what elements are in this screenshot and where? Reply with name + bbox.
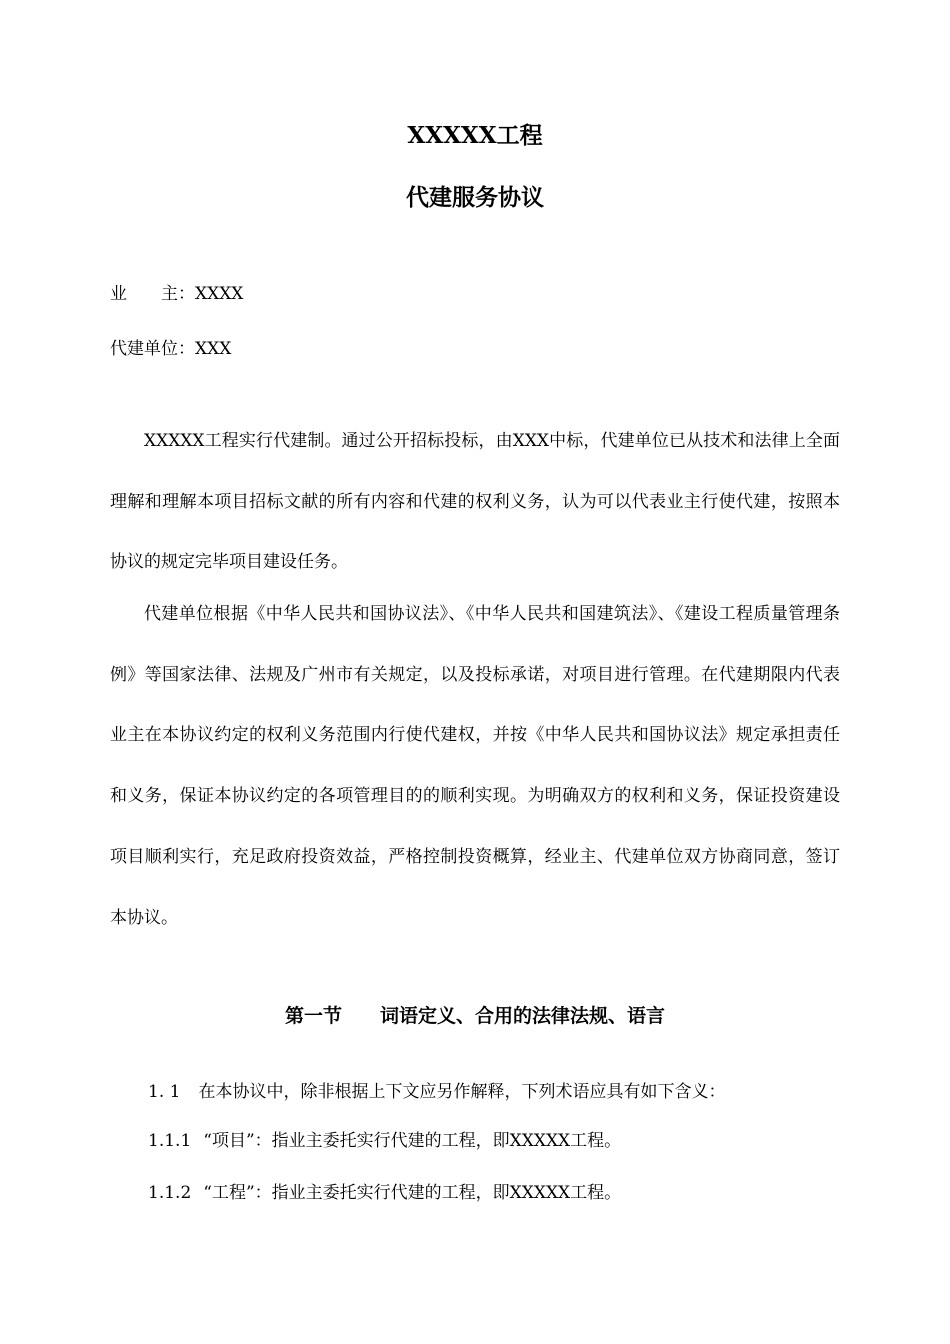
document-title-line1: XXXXX工程 — [407, 122, 543, 149]
clause-text: 在本协议中，除非根据上下文应另作解释，下列术语应具有如下含义： — [198, 1082, 726, 1102]
document-title-line2: 代建服务协议 — [406, 184, 544, 211]
clause-number: 1. 1 — [148, 1082, 181, 1102]
section-title: 词语定义、合用的法律法规、语言 — [380, 1005, 666, 1027]
intro-paragraph: XXXXX工程实行代建制。通过公开招标投标，由XXX中标，代建单位已从技术和法律上全面理解和理解本项目招标文献的所有内容和代建的权利义务，认为可以代表业主行使代建，按照本协议的规定完毕项目建设任务。 — [110, 431, 840, 573]
clause-text: “项目”：指业主委托实行代建的工程，即XXXXX工程。 — [203, 1131, 622, 1151]
owner-party-line: 业 主：XXXX — [110, 284, 244, 304]
clause-text: “工程”：指业主委托实行代建的工程，即XXXXX工程。 — [203, 1183, 622, 1203]
basis-paragraph: 代建单位根据《中华人民共和国协议法》、《中华人民共和国建筑法》、《建设工程质量管理条例》等国家法律、法规及广州市有关规定，以及投标承诺，对项目进行管理。在代建期限内代表业主在本协议约定的权利义务范围内行使代建权，并按《中华人民共和国协议法》规定承担责任和义务，保证本协议约定的各项管理目的的顺利实现。为明确双方的权利和义务，保证投资建设项目顺利实行，充足政府投资效益，严格控制投资概算，经业主、代建单位双方协商同意，签订本协议。 — [110, 604, 840, 928]
section-heading — [0, 1003, 950, 1029]
clause-item — [148, 1081, 725, 1103]
section-number: 第一节 — [284, 1005, 342, 1027]
clause-item — [148, 1130, 621, 1152]
clause-number: 1.1.2 — [148, 1183, 192, 1203]
clause-number: 1.1.1 — [148, 1131, 192, 1151]
agent-party-line: 代建单位：XXX — [110, 339, 232, 359]
clause-item — [148, 1182, 621, 1204]
